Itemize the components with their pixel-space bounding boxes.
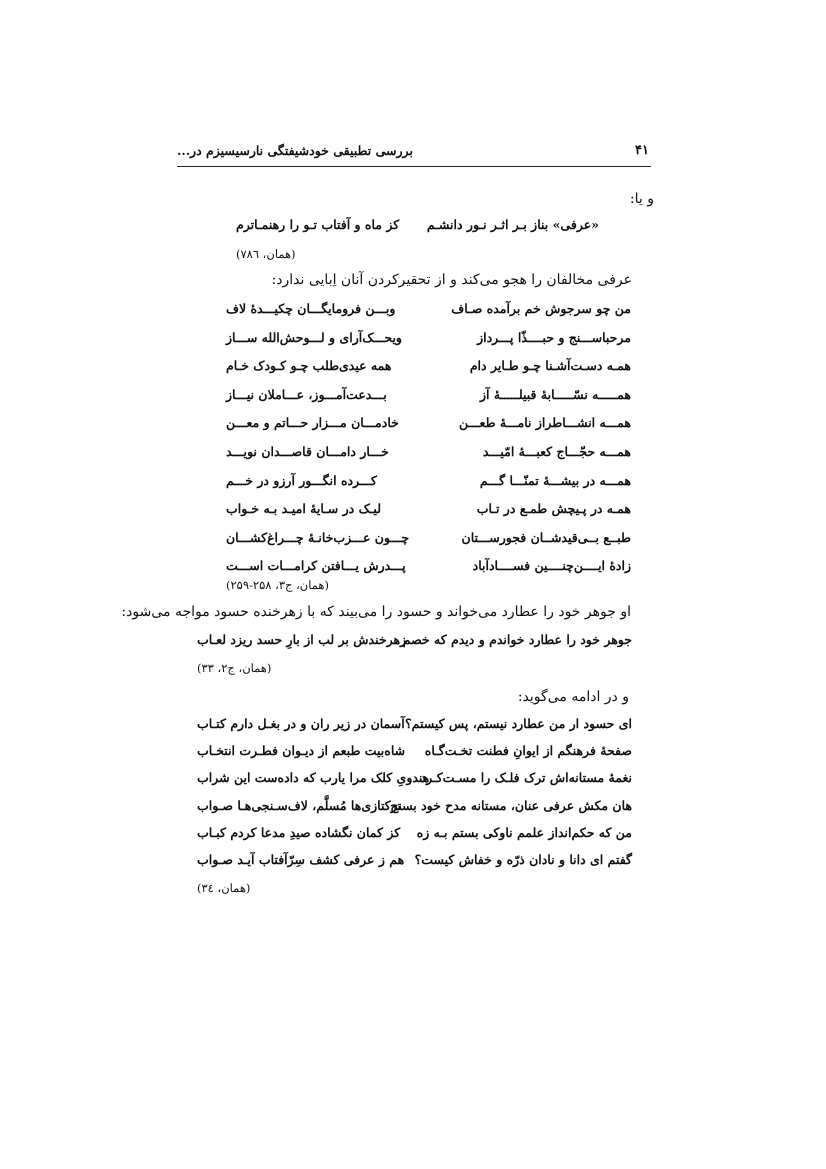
citation-1: (همان، ۷۸٦) (236, 247, 296, 261)
hemistich-second: خـــار دامـــان قاصـــدان نویـــد (226, 444, 389, 459)
intro-paragraph-4: و در ادامه می‌گوید: (517, 689, 629, 705)
hemistich-second: کز کمان نگشاده صیدِ مدعا کردم کبـاب (197, 824, 401, 840)
verse-1-hemistich-a: «عرفی» بناز بـر اثـر نـور دانشـم (426, 217, 599, 232)
hemistich-second: لیـک در سـایۀ امیـد بـه خـواب (226, 501, 382, 517)
poem-2 (226, 299, 631, 579)
verse-line (197, 768, 632, 790)
verse-line (226, 471, 631, 493)
verse-1 (236, 215, 599, 237)
hemistich-first: همـه دسـت‌آشـنا چـو طـایر دام (469, 358, 631, 374)
poem-4 (197, 714, 632, 884)
hemistich-first: من که حکم‌انداز علمم ناوکی بستم بـه زه (416, 824, 632, 840)
verse-line (197, 714, 632, 736)
hemistich-first: طبــع بــی‌قیدشــان فجورســـتان (461, 529, 631, 545)
verse-line (226, 499, 631, 521)
verse-3-hemistich-b: زهرخندش بر لب از بارِ حسد ریزد لعـاب (197, 632, 407, 647)
hemistich-first: مرحباســـنج و حبــــذّا پـــرداز (477, 329, 631, 345)
hemistich-second: ویحـــک‌آرای و لـــوحش‌الله ســـاز (226, 329, 402, 345)
verse-line (226, 528, 631, 550)
verse-1-hemistich-b: کز ماه و آفتاب تـو را رهنمـاترم (236, 217, 400, 232)
verse-line (226, 413, 631, 435)
hemistich-second: همه عیدی‌طلب چـو کـودک خـام (226, 358, 392, 374)
hemistich-first: گفتم ای دانا و نادان ذرّه و خفاش کیست؟ (414, 852, 632, 867)
running-title: بررسی تطبیقی خودشیفتگی نارسیسیزم در... (177, 143, 413, 158)
hemistich-first: من چو سرجوش خم برآمده صـاف (451, 301, 631, 316)
verse-line (226, 556, 631, 578)
hemistich-second: بـــدعت‌آمـــوز، عـــاملان نیـــاز (226, 386, 387, 402)
verse-3-hemistich-a: جوهر خود را عطارد خواندم و دیدم که خصم (402, 632, 632, 647)
hemistich-second: چـــون عـــزب‌خانـۀ چـــراغ‌کشـــان (226, 529, 410, 545)
verse-line (226, 442, 631, 464)
verse-line (226, 299, 631, 321)
verse-line (226, 356, 631, 378)
verse-3 (197, 630, 632, 652)
verse-line (197, 823, 632, 845)
citation-2: (همان، ج۳، ۲۵۸-۲۵۹) (226, 578, 329, 592)
hemistich-first: هان مکش عرفی عنان، مستانه مدح خود بسنج (390, 797, 632, 813)
verse-line (197, 741, 632, 763)
intro-paragraph-1: و یا: (629, 191, 654, 207)
intro-paragraph-2: عرفی مخالفان را هجو می‌کند و از تحقیرکردن آنان اِبایی ندارد: (271, 272, 632, 288)
page-number: ۴۱ (635, 143, 649, 158)
hemistich-second: خادمـــان مـــزار حـــاتم و معـــن (226, 415, 399, 431)
hemistich-first: نغمۀ مستانه‌اش ترک فلـک را مسـت‌کـرد (420, 770, 632, 786)
verse-line (226, 328, 631, 350)
hemistich-second: شاه‌بیت طبعم از دیـوان فطـرت انتخـاب (197, 743, 406, 759)
hemistich-second: ترکتازی‌ها مُسلَّم، لاف‌سـنجی‌هـا صـواب (197, 797, 402, 813)
verse-line (197, 850, 632, 872)
verse-line (197, 796, 632, 818)
hemistich-first: همـــه حجّـــاج کعبـــۀ امّیـــد (482, 444, 631, 459)
running-header (177, 143, 651, 165)
hemistich-second: هم ز عرفی کشف سِرّآفتاب آیـد صـواب (197, 852, 405, 867)
hemistich-second: پـــدرش یـــافتن کرامـــات اســـت (226, 558, 406, 574)
citation-3: (همان، ج۲، ۳۳) (197, 661, 272, 675)
hemistich-second: وبـــن فرومایگـــان چکیـــدۀ لاف (226, 301, 396, 316)
verse-line (226, 385, 631, 407)
hemistich-second: کـــرده انگـــور آرزو در خـــم (226, 472, 377, 488)
header-rule (177, 166, 651, 167)
hemistich-first: همـــه در بیشـــۀ تمنّـــا گـــم (479, 472, 631, 488)
intro-paragraph-3: او جوهر خود را عطارد می‌خواند و حسود را می‌بیند که با زهرخنده حسود مواجه می‌شود: (121, 604, 631, 620)
hemistich-first: همـــه انشـــاطراز نامـــۀ طعـــن (459, 415, 631, 431)
hemistich-second: آسمان در زیر ران و در بغـل دارم کتـاب (197, 716, 405, 731)
hemistich-first: صفحۀ فرهنگم از ایوانِ فطنت تخـت‌گـاه (424, 743, 632, 759)
hemistich-first: همـــــه نسّـــــابۀ قبیلـــــۀ آز (480, 386, 631, 402)
hemistich-second: هندویِ کلک مرا یارب که داده‌ست این شراب (197, 770, 430, 786)
hemistich-first: ای حسود ار من عطارد نیستم، پس کیستم؟ (404, 716, 632, 731)
hemistich-first: زادۀ ایــــن‌چنــــین فســــادآباد (472, 558, 631, 574)
citation-4: (همان، ٣٤) (197, 881, 251, 895)
hemistich-first: همـه در پـیچش طمـع در تـاب (476, 501, 631, 517)
